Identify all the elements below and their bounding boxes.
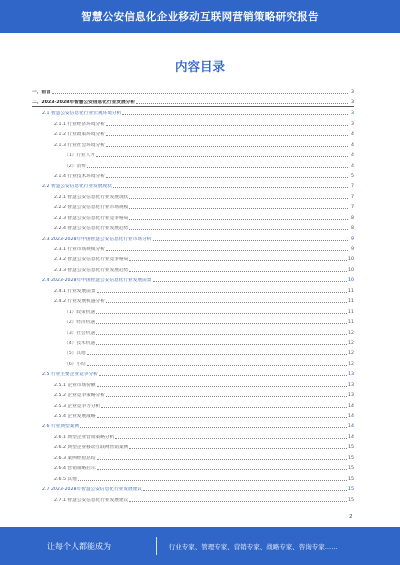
toc-entry-label: 2.3.3 智慧公安信息化行业发展趋势 (54, 267, 129, 273)
toc-leader-dots (80, 427, 347, 428)
toc-leader-dots (153, 281, 348, 282)
toc-entry[interactable] (32, 211, 354, 221)
table-of-contents (32, 86, 354, 504)
toc-entry-page: 5 (351, 173, 354, 179)
toc-entry-page: 12 (348, 340, 354, 346)
toc-entry[interactable] (32, 159, 354, 169)
toc-entry[interactable] (32, 170, 354, 180)
toc-entry-page: 11 (348, 299, 354, 305)
toc-leader-dots (129, 208, 348, 209)
toc-entry-page: 12 (348, 330, 354, 336)
toc-entry[interactable] (32, 138, 354, 148)
toc-entry[interactable] (32, 493, 354, 503)
toc-entry-label: 2.6 行业典型案例 (42, 424, 80, 430)
toc-entry-label: 2.6.3 案例经验总结 (54, 455, 96, 461)
toc-entry[interactable] (32, 368, 354, 378)
toc-entry-label: 一、前言 (32, 90, 51, 96)
toc-entry-label: （5）其他 (64, 351, 86, 357)
toc-entry-label: 2.6.4 营销策略启示 (54, 466, 96, 472)
toc-entry[interactable] (32, 284, 354, 294)
toc-leader-dots (106, 146, 348, 147)
toc-leader-dots (106, 302, 347, 303)
toc-entry-label: 2.2.1 智慧公安信息化行业发展现状 (54, 194, 129, 200)
toc-entry[interactable] (32, 201, 354, 211)
toc-entry-page: 8 (351, 215, 354, 221)
toc-entry-label: 2.7.1 智慧公安信息化行业发展建议 (54, 497, 129, 503)
toc-entry-label: 2.4.1 行业发展前景 (54, 288, 96, 294)
toc-entry[interactable] (32, 389, 354, 399)
toc-entry-label: 2.3.1 行业市场规模分析 (54, 247, 105, 252)
toc-entry-page: 9 (351, 236, 354, 242)
toc-leader-dots (129, 198, 348, 199)
toc-entry[interactable] (32, 451, 354, 461)
toc-leader-dots (52, 93, 348, 94)
toc-entry[interactable] (32, 243, 354, 253)
toc-entry[interactable] (32, 190, 354, 200)
page-number: 2 (349, 514, 353, 520)
toc-leader-dots (96, 334, 347, 335)
toc-entry-label: （1）政策机遇 (64, 309, 96, 315)
toc-leader-dots (97, 469, 347, 470)
toc-entry-page: 3 (351, 121, 354, 127)
toc-entry[interactable] (32, 305, 354, 315)
toc-leader-dots (143, 490, 347, 491)
toc-entry-page: 12 (348, 351, 354, 357)
toc-leader-dots (129, 501, 347, 502)
header-bar (0, 0, 400, 33)
toc-leader-dots (129, 219, 348, 220)
toc-entry[interactable] (32, 357, 354, 367)
toc-entry-page: 12 (348, 361, 354, 367)
toc-entry-label: 2.2 智慧公安信息化行业发展现状 (42, 184, 112, 190)
toc-leader-dots (97, 292, 347, 293)
toc-entry-label: 2.5.4 企业发展战略 (54, 414, 96, 419)
footer-slogan: 让每个人都能成为 (47, 541, 111, 551)
toc-entry-page: 15 (348, 455, 354, 461)
toc-entry-label: 2.5.1 企业市场份额 (54, 382, 96, 388)
toc-entry-label: 2.1.1 行业经济环境分析 (54, 121, 105, 127)
toc-entry-label: 2.7 2023-2028年智慧公安信息化行业发展建议 (42, 487, 143, 493)
toc-entry[interactable] (32, 253, 354, 263)
toc-entry[interactable] (32, 149, 354, 159)
toc-entry-label: （3）社会机遇 (64, 330, 96, 336)
toc-entry-page: 9 (351, 247, 354, 252)
toc-leader-dots (106, 125, 348, 126)
toc-entry-page: 15 (348, 487, 354, 493)
toc-entry[interactable] (32, 420, 354, 430)
toc-entry-label: 2.2.2 智慧公安信息化行业市场规模 (54, 205, 129, 211)
toc-entry-page: 15 (348, 445, 354, 451)
toc-entry-label: 2.6.1 典型企业营销策略分析 (54, 434, 115, 440)
toc-entry-label: 2.2.4 智慧公安信息化行业发展趋势 (54, 226, 129, 232)
toc-leader-dots (78, 480, 347, 481)
toc-leader-dots (129, 229, 348, 230)
toc-entry[interactable] (32, 483, 354, 493)
toc-leader-dots (122, 114, 348, 115)
toc-entry-page: 3 (351, 99, 354, 105)
toc-entry-label: 2.3 2023-2028年中国智慧公安信息化行业市场分析 (42, 236, 152, 242)
toc-entry-page: 14 (348, 424, 354, 430)
footer-bar (0, 527, 400, 565)
toc-entry-label: 2.1.3 行业社会环境分析 (54, 142, 105, 148)
toc-entry[interactable] (32, 232, 354, 242)
toc-leader-dots (101, 407, 347, 408)
toc-entry[interactable] (32, 399, 354, 409)
toc-leader-dots (129, 271, 347, 272)
toc-entry-page: 11 (348, 309, 354, 315)
toc-entry[interactable] (32, 96, 354, 106)
toc-entry[interactable] (32, 410, 354, 420)
toc-entry[interactable] (32, 128, 354, 138)
toc-entry[interactable] (32, 326, 354, 336)
report-title: 智慧公安信息化企业移动互联网营销策略研究报告 (81, 11, 319, 23)
toc-entry-page: 10 (348, 257, 354, 263)
toc-leader-dots (97, 386, 347, 387)
toc-entry[interactable] (32, 378, 354, 388)
toc-entry-label: （2）经济机遇 (64, 320, 96, 326)
toc-leader-dots (99, 375, 347, 376)
toc-entry-label: 2.1 智慧公安信息化行业宏观环境分析 (42, 111, 122, 117)
toc-entry-page: 14 (348, 434, 354, 440)
toc-entry[interactable] (32, 472, 354, 482)
toc-entry[interactable] (32, 316, 354, 326)
toc-entry-label: 2.3.2 智慧公安信息化行业竞争格局 (54, 257, 129, 263)
toc-entry-label: 2.1.2 行业政策环境分析 (54, 132, 105, 138)
toc-entry[interactable] (32, 86, 354, 96)
toc-leader-dots (106, 177, 348, 178)
toc-leader-dots (129, 448, 347, 449)
toc-leader-dots (96, 313, 347, 314)
toc-entry-page: 3 (351, 90, 354, 96)
toc-entry-label: （6）小结 (64, 361, 86, 367)
toc-entry-page: 4 (351, 142, 354, 148)
toc-entry-page: 11 (348, 288, 354, 294)
toc-entry-page: 13 (348, 372, 354, 378)
toc-entry-page: 10 (348, 278, 354, 284)
toc-entry-label: 2.6.5 其他 (54, 476, 77, 482)
toc-entry[interactable] (32, 337, 354, 347)
toc-leader-dots (106, 135, 348, 136)
toc-entry-page: 14 (348, 414, 354, 419)
toc-entry[interactable] (32, 222, 354, 232)
toc-entry[interactable] (32, 441, 354, 451)
toc-entry[interactable] (32, 274, 354, 284)
toc-leader-dots (129, 260, 347, 261)
toc-leader-dots (136, 103, 348, 104)
toc-entry-page: 13 (348, 393, 354, 399)
toc-title: 内容目录 (174, 59, 225, 74)
toc-entry-label: 2.4.2 行业发展机遇分析 (54, 299, 105, 305)
toc-entry-label: （1）行业人才 (64, 153, 96, 159)
toc-entry-page: 15 (348, 497, 354, 503)
toc-entry-page: 11 (348, 320, 354, 326)
footer-divider (156, 537, 157, 555)
toc-entry-label: 2.1.4 行业技术环境分析 (54, 173, 105, 179)
toc-leader-dots (113, 187, 348, 188)
toc-entry[interactable] (32, 295, 354, 305)
toc-entry-label: 2.5.3 企业竞争力分析 (54, 403, 101, 409)
toc-leader-dots (153, 240, 349, 241)
toc-entry[interactable] (32, 430, 354, 440)
toc-entry[interactable] (32, 180, 354, 190)
toc-entry-label: 2.5.2 企业竞争策略分析 (54, 393, 105, 399)
toc-entry-page: 15 (348, 476, 354, 482)
toc-leader-dots (87, 365, 347, 366)
toc-entry-label: 2.2.3 智慧公安信息化行业竞争格局 (54, 215, 129, 221)
toc-entry-label: 2.6.2 典型企业移动互联网营销案例 (54, 445, 129, 451)
toc-leader-dots (96, 344, 347, 345)
toc-leader-dots (96, 323, 347, 324)
toc-entry[interactable] (32, 117, 354, 127)
toc-leader-dots (87, 354, 347, 355)
toc-entry-page: 15 (348, 466, 354, 472)
toc-entry-label: （4）技术机遇 (64, 340, 96, 346)
toc-entry-label: 2.5 行业主要企业竞争分析 (42, 372, 98, 378)
toc-entry-page: 13 (348, 382, 354, 388)
toc-entry-page: 7 (351, 194, 354, 200)
toc-leader-dots (106, 250, 348, 251)
toc-entry-page: 4 (351, 153, 354, 159)
toc-entry[interactable] (32, 107, 354, 117)
toc-leader-dots (97, 459, 347, 460)
toc-entry-label: （2）消费 (64, 163, 86, 169)
toc-entry-page: 7 (351, 205, 354, 211)
toc-entry-page: 3 (351, 111, 354, 117)
toc-entry[interactable] (32, 462, 354, 472)
toc-entry[interactable] (32, 263, 354, 273)
toc-entry-page: 7 (351, 184, 354, 190)
toc-leader-dots (96, 156, 348, 157)
toc-leader-dots (106, 396, 347, 397)
toc-entry-label: 2.4 2023-2028年中国智慧公安信息化行业发展前景 (42, 278, 152, 284)
toc-entry-page: 4 (351, 132, 354, 138)
toc-entry-page: 14 (348, 403, 354, 409)
toc-leader-dots (97, 417, 347, 418)
footer-tagline: 行业专家、管理专家、营销专家、战略专家、咨询专家…… (168, 542, 338, 551)
toc-leader-dots (115, 438, 347, 439)
toc-entry-page: 10 (348, 267, 354, 273)
toc-entry-label: 二、2023-2028年智慧公安信息化行业发展分析 (32, 99, 136, 105)
toc-entry-page: 8 (351, 226, 354, 232)
toc-leader-dots (87, 167, 348, 168)
toc-entry-page: 4 (351, 163, 354, 169)
toc-entry[interactable] (32, 347, 354, 357)
